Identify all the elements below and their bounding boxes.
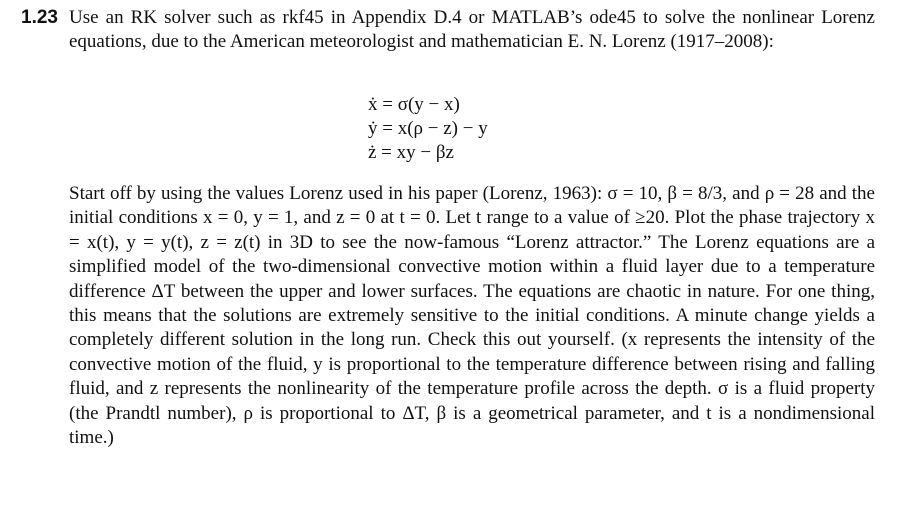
problem-number: 1.23 — [21, 7, 58, 28]
problem-intro: Use an RK solver such as rkf45 in Appendix D.4 or MATLAB’s ode45 to solve the nonlinear Lorenz equations, due to the American meteorologist and mathematician E. N. Lorenz (1917–2008): — [69, 7, 875, 53]
equation-z-dot: ż = xy − βz — [368, 142, 454, 163]
equation-y-dot: ẏ = x(ρ − z) − y — [368, 118, 488, 139]
equation-x-dot: ẋ = σ(y − x) — [368, 94, 460, 115]
lorenz-equations — [368, 93, 488, 165]
problem-body: Start off by using the values Lorenz used in his paper (Lorenz, 1963): σ = 10, β = 8/3, and ρ = 28 and the initial conditions x = 0, y = 1, and z = 0 at t = 0. Let t range to a value of ≥20. Plot the phase trajectory x = x(t), y = y(t), z = z(t) in 3D to see the now-famous “Lorenz attractor.” The Lorenz equations are a simplified model of the two-dimensional convective motion within a fluid layer due to a temperature difference ΔT between the upper and lower surfaces. The equations are chaotic in nature. For one thing, this means that the solutions are extremely sensitive to the initial conditions. A minute change yields a completely different solution in the long run. Check this out yourself. (x represents the intensity of the convective motion of the fluid, y is proportional to the temperature difference between rising and falling fluid, and z represents the nonlinearity of the temperature profile across the depth. σ is a fluid property (the Prandtl number), ρ is proportional to ΔT, β is a geometrical parameter, and t is a nondimensional time.) — [69, 183, 875, 449]
